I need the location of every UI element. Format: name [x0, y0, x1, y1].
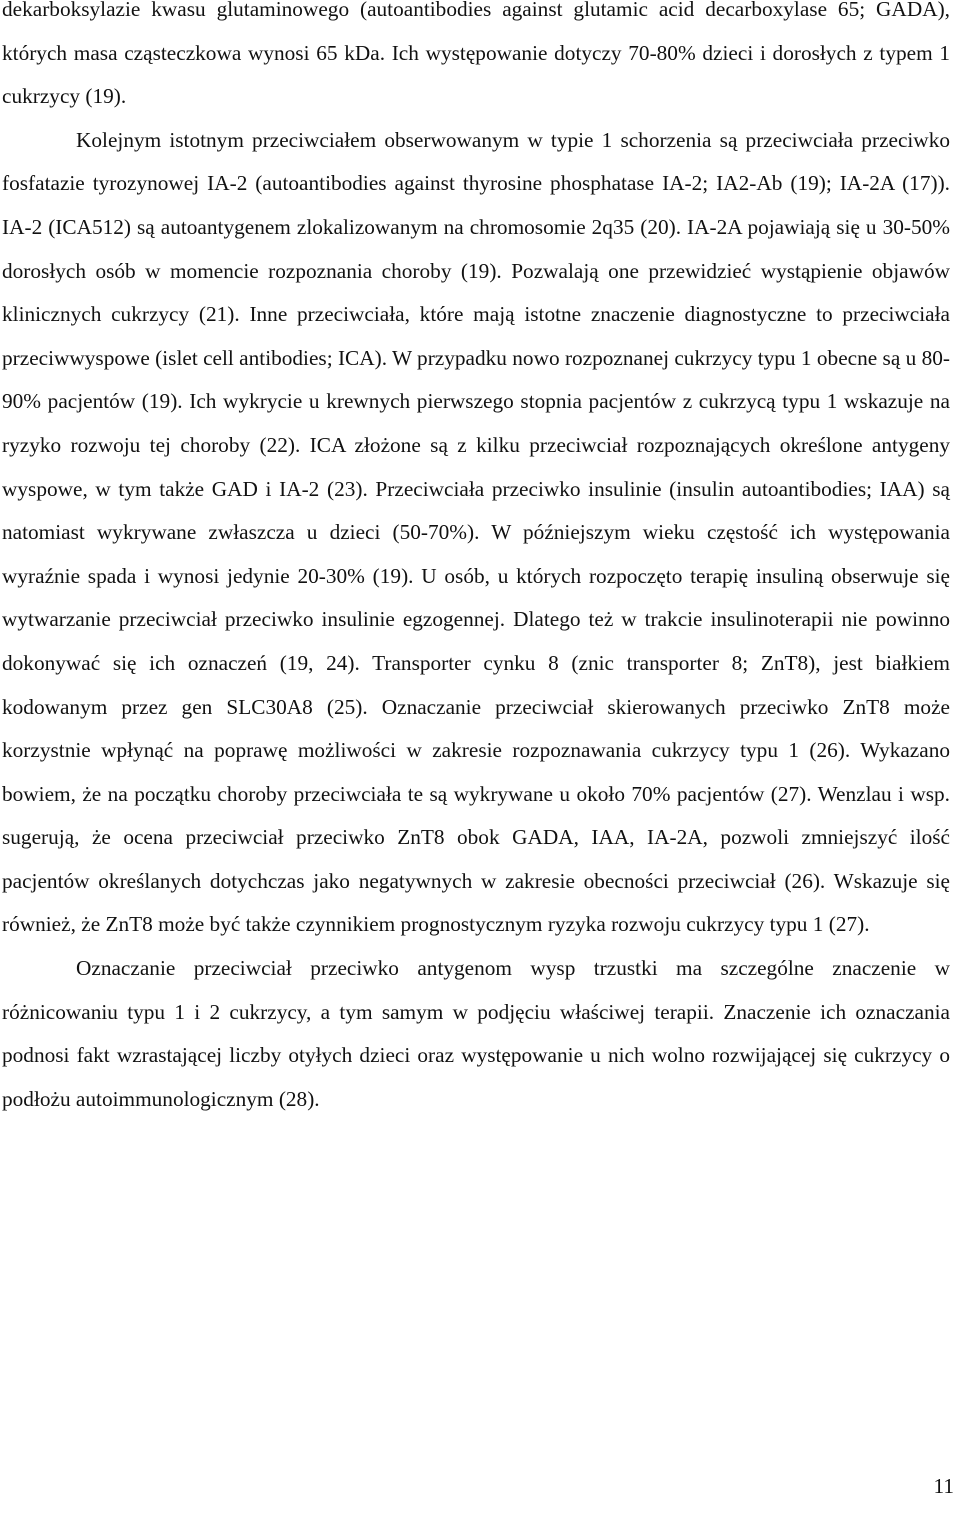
paragraph-continuation: dekarboksylazie kwasu glutaminowego (autoantibodies against glutamic acid decarboxylase 65; GADA), których masa cząsteczkowa wynosi 65 kDa. Ich występowanie dotyczy 70-80% dzieci i dorosłych z typem 1 cukrzycy (19).: [2, 0, 950, 109]
paragraph-diagnostic-significance: Oznaczanie przeciwciał przeciwko antygenom wysp trzustki ma szczególne znaczenie w różnicowaniu typu 1 i 2 cukrzycy, a tym samym w podjęciu właściwej terapii. Znaczenie ich oznaczania podnosi fakt wzrastającej liczby otyłych dzieci oraz występowanie u nich wolno rozwijającej się cukrzycy o podłożu autoimmunologicznym (28).: [2, 956, 950, 1111]
paragraph-autoantibodies: Kolejnym istotnym przeciwciałem obserwowanym w typie 1 schorzenia są przeciwciała przeciwko fosfatazie tyrozynowej IA-2 (autoantibodies against thyrosine phosphatase IA-2; IA2-Ab (19); IA-2A (17)). IA-2 (ICA512) są autoantygenem zlokalizowanym na chromosomie 2q35 (20). IA-2A pojawiają się u 30-50% dorosłych osób w momencie rozpoznania choroby (19). Pozwalają one przewidzieć wystąpienie objawów klinicznych cukrzycy (21). Inne przeciwciała, które mają istotne znaczenie diagnostyczne to przeciwciała przeciwwyspowe (islet cell antibodies; ICA). W przypadku nowo rozpoznanej cukrzycy typu 1 obecne są u 80-90% pacjentów (19). Ich wykrycie u krewnych pierwszego stopnia pacjentów z cukrzycą typu 1 wskazuje na ryzyko rozwoju tej choroby (22). ICA złożone są z kilku przeciwciał rozpoznających określone antygeny wyspowe, w tym także GAD i IA-2 (23). Przeciwciała przeciwko insulinie (insulin autoantibodies; IAA) są natomiast wykrywane zwłaszcza u dzieci (50-70%). W późniejszym wieku częstość ich występowania wyraźnie spada i wynosi jedynie 20-30% (19). U osób, u których rozpoczęto terapię insuliną obserwuje się wytwarzanie przeciwciał przeciwko insulinie egzogennej. Dlatego też w trakcie insulinoterapii nie powinno dokonywać się ich oznaczeń (19, 24). Transporter cynku 8 (znic transporter 8; ZnT8), jest białkiem kodowanym przez gen SLC30A8 (25). Oznaczanie przeciwciał skierowanych przeciwko ZnT8 może korzystnie wpłynąć na poprawę możliwości w zakresie rozpoznawania cukrzycy typu 1 (26). Wykazano bowiem, że na początku choroby przeciwciała te są wykrywane u około 70% pacjentów (27). Wenzlau i wsp. sugerują, że ocena przeciwciał przeciwko ZnT8 obok GADA, IAA, IA-2A, pozwoli zmniejszyć ilość pacjentów określanych dotychczas jako negatywnych w zakresie obecności przeciwciał (26). Wskazuje się również, że ZnT8 może być także czynnikiem prognostycznym ryzyka rozwoju cukrzycy typu 1 (27).: [2, 127, 950, 937]
page-number: 11: [933, 1474, 954, 1498]
